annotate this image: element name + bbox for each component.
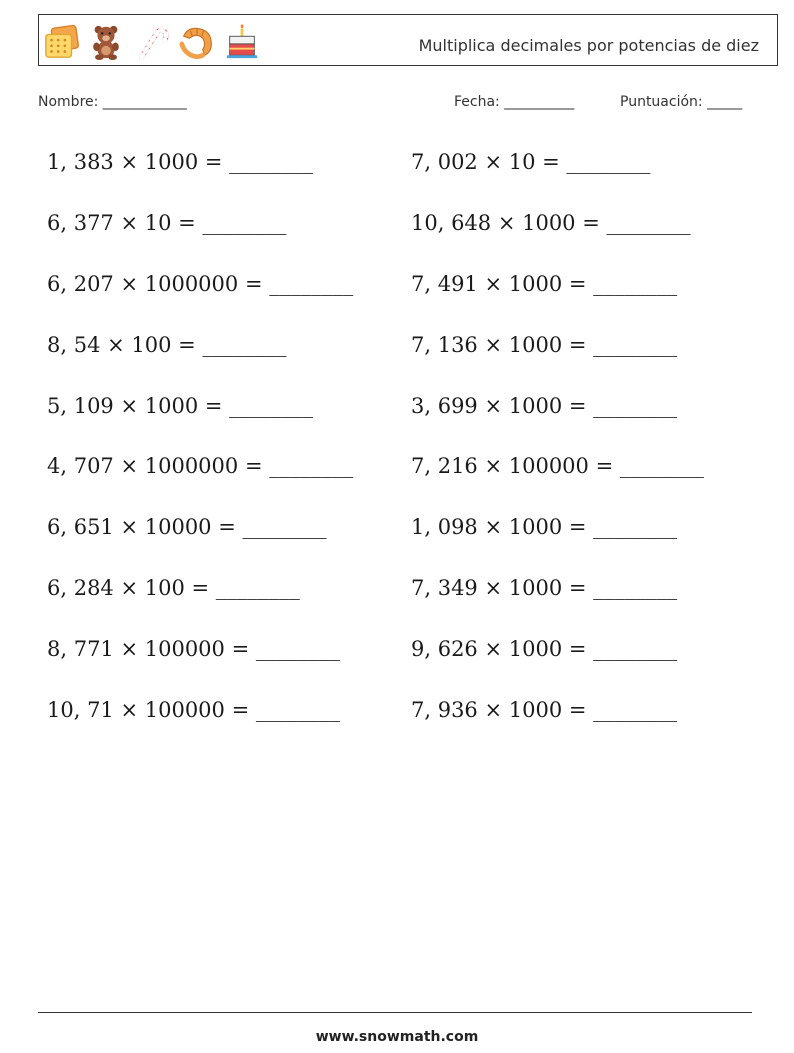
problem-left-10: 10, 71 × 100000 = ________ [47,698,340,722]
problem-right-1: 7, 002 × 10 = ________ [411,150,651,174]
problem-right-10: 7, 936 × 1000 = ________ [411,698,678,722]
footer-divider [38,1012,752,1013]
problem-left-7: 6, 651 × 10000 = ________ [47,515,327,539]
footer-url: www.snowmath.com [315,1029,479,1045]
problem-left-4: 8, 54 × 100 = ________ [47,333,287,357]
teddy-bear-icon [87,23,125,61]
croissant-icon [178,23,216,61]
problem-left-8: 6, 284 × 100 = ________ [47,576,300,600]
problem-left-5: 5, 109 × 1000 = ________ [47,394,314,418]
problem-right-2: 10, 648 × 1000 = ________ [411,211,691,235]
problem-left-1: 1, 383 × 1000 = ________ [47,150,314,174]
cracker-icon [43,23,81,61]
problem-right-9: 9, 626 × 1000 = ________ [411,637,678,661]
problem-right-7: 1, 098 × 1000 = ________ [411,515,678,539]
date-field-label: Fecha: __________ [454,94,575,110]
problem-right-5: 3, 699 × 1000 = ________ [411,394,678,418]
problem-left-2: 6, 377 × 10 = ________ [47,211,287,235]
birthday-cake-icon [223,23,261,61]
name-field-label: Nombre: ____________ [38,94,187,110]
candy-cane-icon [133,23,171,61]
problem-right-8: 7, 349 × 1000 = ________ [411,576,678,600]
score-field-label: Puntuación: _____ [620,94,743,110]
problem-right-4: 7, 136 × 1000 = ________ [411,333,678,357]
problem-left-3: 6, 207 × 1000000 = ________ [47,272,354,296]
problem-left-9: 8, 771 × 100000 = ________ [47,637,340,661]
problem-right-3: 7, 491 × 1000 = ________ [411,272,678,296]
problem-left-6: 4, 707 × 1000000 = ________ [47,454,354,478]
worksheet-title: Multiplica decimales por potencias de diez [418,36,759,55]
problem-right-6: 7, 216 × 100000 = ________ [411,454,704,478]
worksheet-header [38,14,778,66]
